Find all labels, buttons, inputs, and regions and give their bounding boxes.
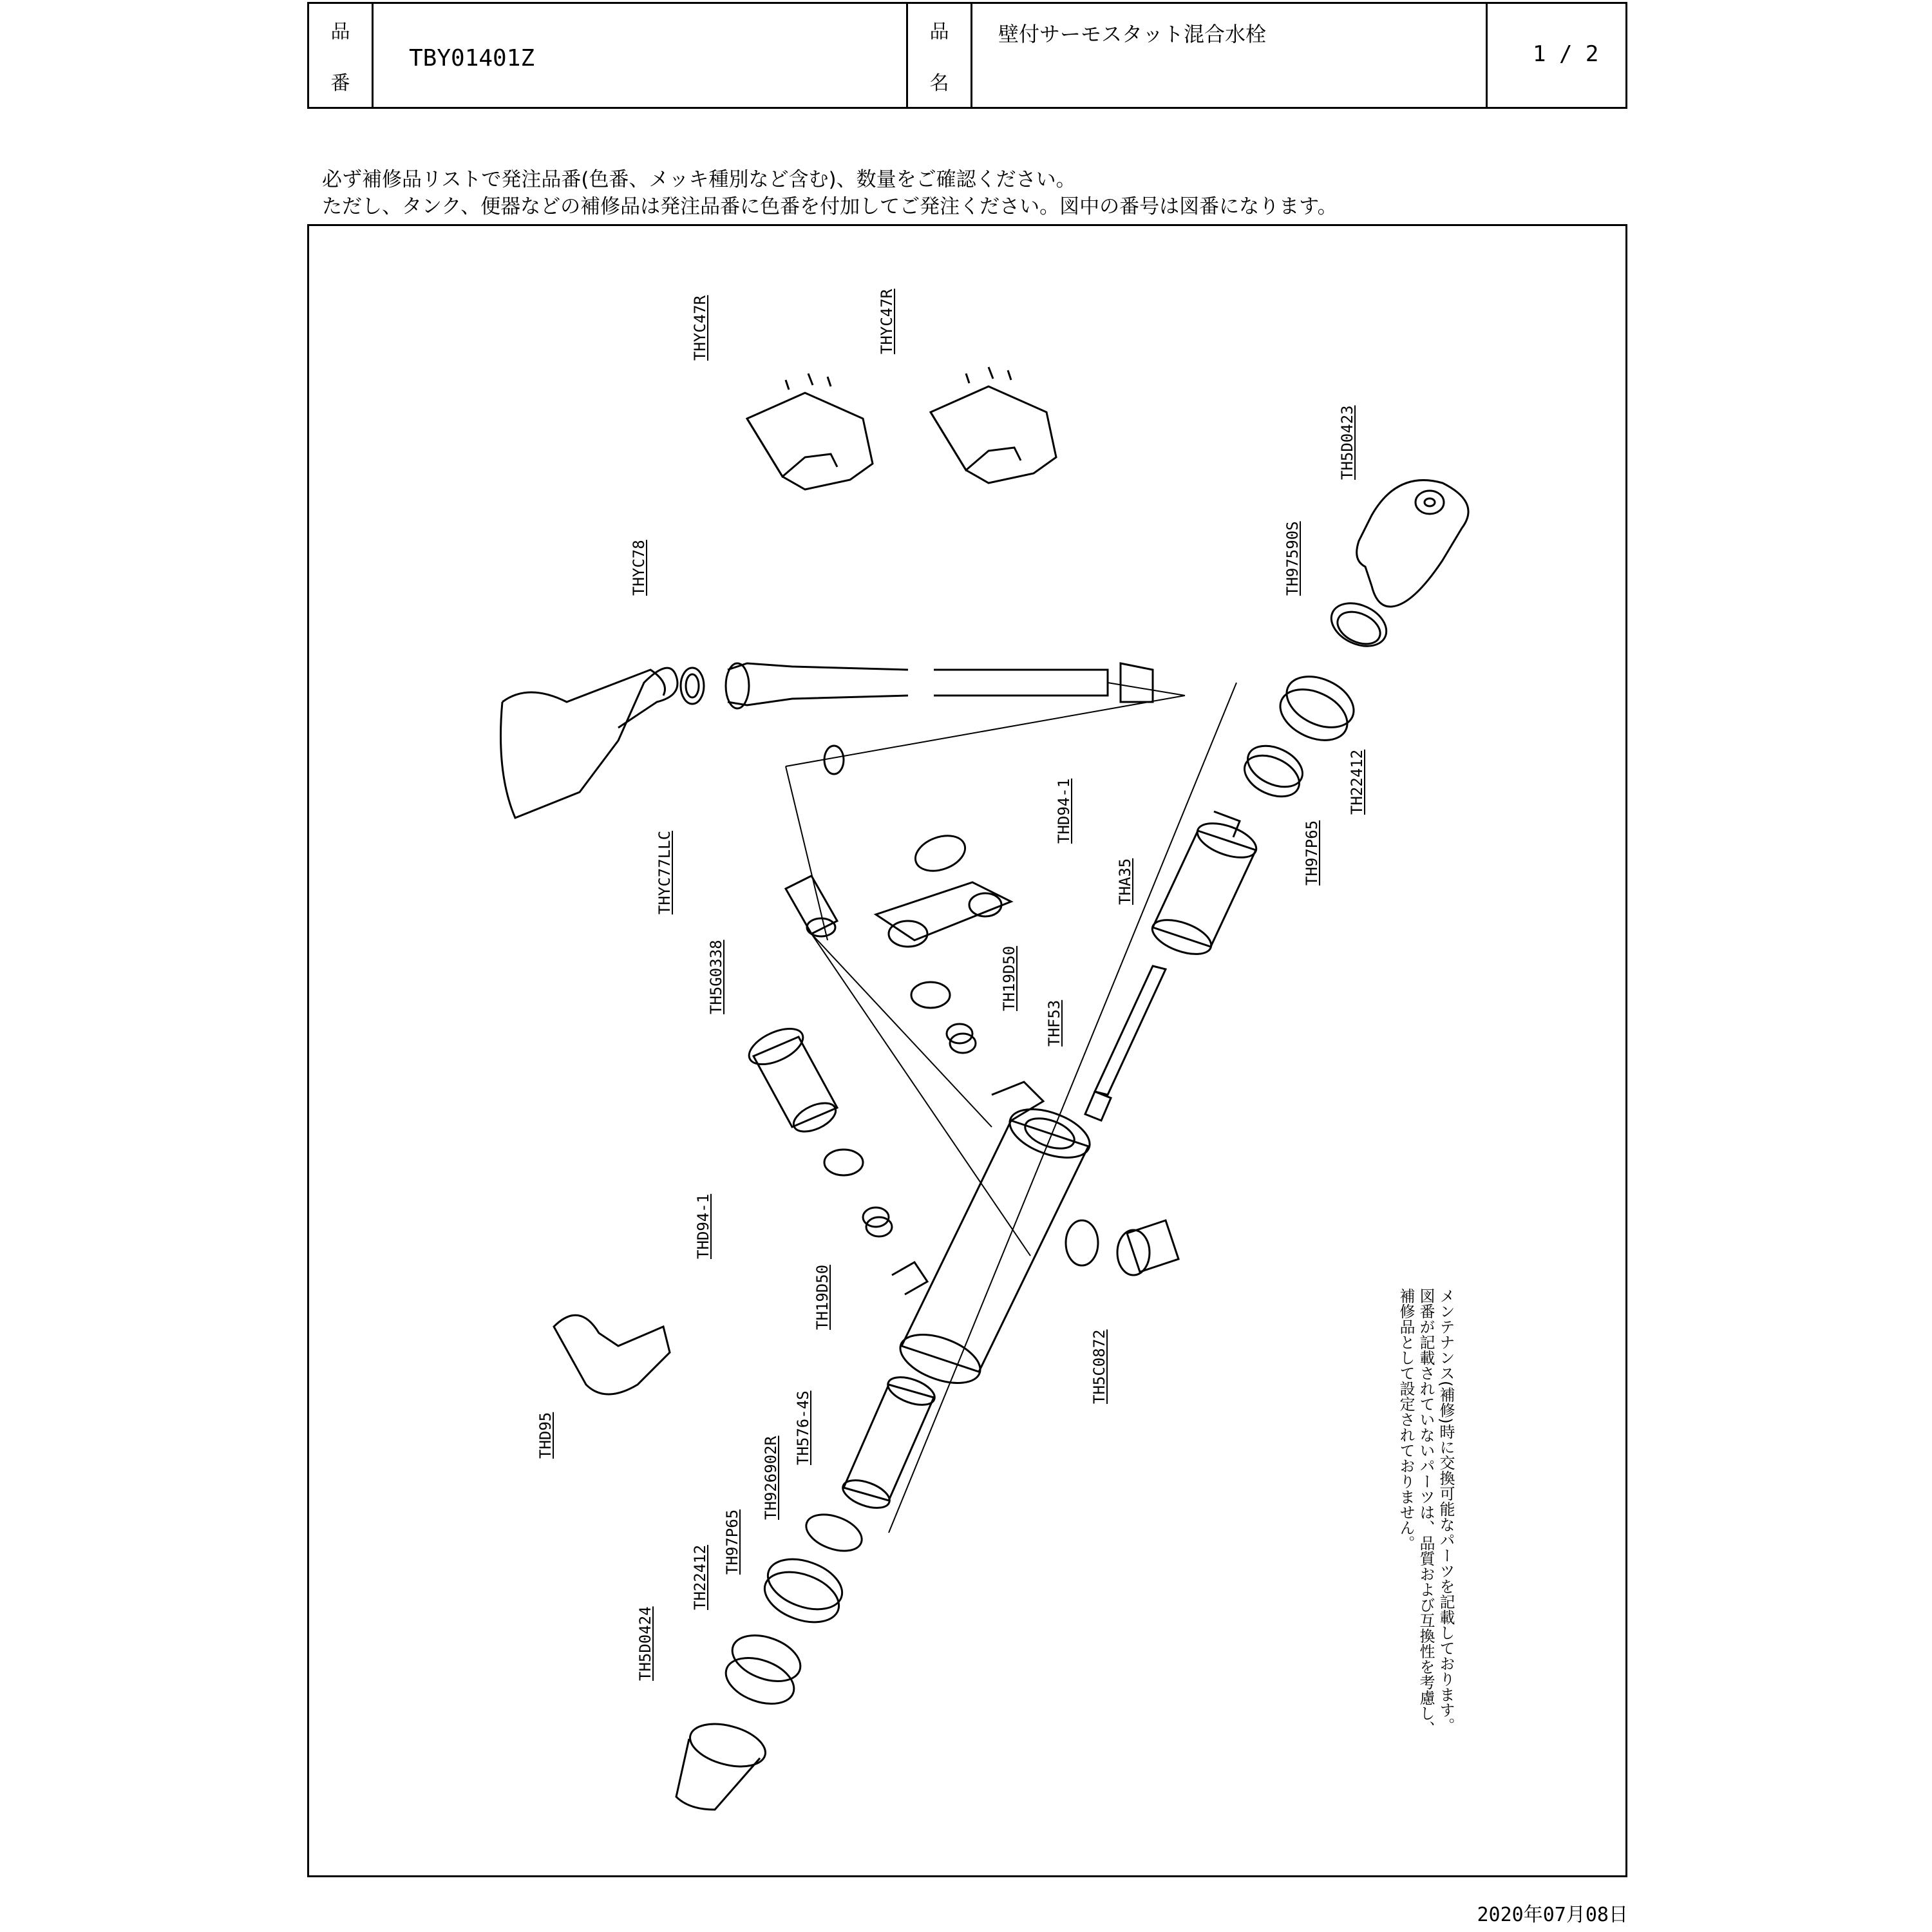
part-label-th576-4s: TH576-4S xyxy=(794,1390,812,1465)
part-label-tha35: THA35 xyxy=(1116,858,1134,905)
shower-outlet-icon xyxy=(1066,1220,1179,1275)
shower-head-icon xyxy=(501,668,678,818)
product-name-label-top: 品 xyxy=(929,21,949,43)
part-no-label-top: 品 xyxy=(330,21,350,43)
part-number: TBY01401Z xyxy=(409,45,535,71)
elbow-icon xyxy=(786,876,837,936)
axis-line-shower-elbow xyxy=(811,934,1030,1256)
maintenance-note xyxy=(1340,1288,1455,1803)
part-label-th97p65_top: TH97P65 xyxy=(1303,820,1321,886)
part-label-th97590s: TH97590S xyxy=(1283,521,1302,596)
part-label-th22412_bot: TH22412 xyxy=(691,1544,709,1610)
washer-bottom-icon xyxy=(824,1150,863,1175)
ring-TH97P65-bottom-icon xyxy=(758,1550,849,1632)
axis-line-elbow xyxy=(786,766,828,940)
maintenance-note-line-3: 補修品として設定されておりません。 xyxy=(1397,1288,1415,1551)
part-label-thd95: THD95 xyxy=(536,1412,554,1459)
hose-washer-icon xyxy=(824,746,844,774)
part-label-thyc47r_a: THYC47R xyxy=(691,295,709,361)
part-label-thd94-1_top: THD94-1 xyxy=(1055,778,1073,844)
cartridge-THA35-icon xyxy=(1148,811,1260,961)
wall-clip-b-icon xyxy=(931,367,1056,483)
part-label-th97p65_bot: TH97P65 xyxy=(723,1509,741,1575)
part-label-th926902r: TH926902R xyxy=(762,1435,780,1520)
wall-union-top-icon xyxy=(876,829,1011,947)
product-name: 壁付サーモスタット混合水栓 xyxy=(998,22,1267,46)
part-label-th19d50_top: TH19D50 xyxy=(1000,945,1018,1011)
shower-hook-icon xyxy=(554,1315,670,1394)
filter-bottom-icon xyxy=(863,1208,892,1236)
part-label-thyc78: THYC78 xyxy=(630,540,648,596)
maintenance-note-line-1: メンテナンス(補修)時に交換可能なパーツを記載しております。 xyxy=(1437,1288,1455,1733)
ring-TH97P65-top-icon xyxy=(1238,738,1309,805)
spindle-THF53-icon xyxy=(1085,966,1166,1121)
wall-clip-a-icon xyxy=(747,374,873,489)
part-label-thyc47r_b: THYC47R xyxy=(878,289,896,354)
product-name-label-bottom: 名 xyxy=(929,72,949,95)
washer-top-icon xyxy=(911,982,950,1008)
maintenance-note-line-2: 図番が記載されていないパーツは、品質および互換性を考慮し、 xyxy=(1417,1288,1435,1736)
ring-TH926902R-icon xyxy=(801,1508,867,1558)
part-label-thd94-1_bot: THD94-1 xyxy=(694,1193,712,1259)
cartridge-bottom-icon xyxy=(839,1372,938,1513)
instruction-line-1: 必ず補修品リストで発注品番(色番、メッキ種別など含む)、数量をご確認ください。 xyxy=(322,168,1076,191)
axis-line-left xyxy=(811,934,992,1127)
part-label-th5d0424: TH5D0424 xyxy=(636,1606,654,1681)
part-no-label-bottom: 番 xyxy=(330,72,350,95)
handle-TH5D0424-icon xyxy=(676,1716,770,1810)
part-label-thf53: THF53 xyxy=(1045,999,1063,1046)
hose-routing-line xyxy=(786,696,1185,766)
part-label-th22412_top: TH22412 xyxy=(1348,749,1366,815)
part-label-th5g0338: TH5G0338 xyxy=(707,940,725,1014)
page-number: 1 / 2 xyxy=(1533,41,1599,67)
nut-TH22412-top-icon xyxy=(1272,667,1361,750)
part-label-th5c0872: TH5C0872 xyxy=(1090,1329,1108,1404)
part-label-th5d0423: TH5D0423 xyxy=(1338,405,1356,480)
issue-date: 2020年07月08日 xyxy=(1477,1904,1628,1926)
temperature-handle-icon xyxy=(1357,480,1468,607)
filter-top-icon xyxy=(947,1024,976,1053)
shower-washer-icon xyxy=(681,668,704,704)
wall-union-bottom-icon xyxy=(744,1021,840,1137)
instruction-line-2: ただし、タンク、便器などの補修品は発注品番に色番を付加してご発注ください。図中の番号は図番になります。 xyxy=(322,195,1338,218)
part-label-thyc77llc: THYC77LLC xyxy=(656,830,674,914)
nut-TH22412-bottom-icon xyxy=(719,1627,806,1712)
shower-hose-icon xyxy=(726,663,1153,708)
hose-routing-line-2 xyxy=(1108,683,1185,696)
part-label-th19d50_bot: TH19D50 xyxy=(813,1264,831,1330)
